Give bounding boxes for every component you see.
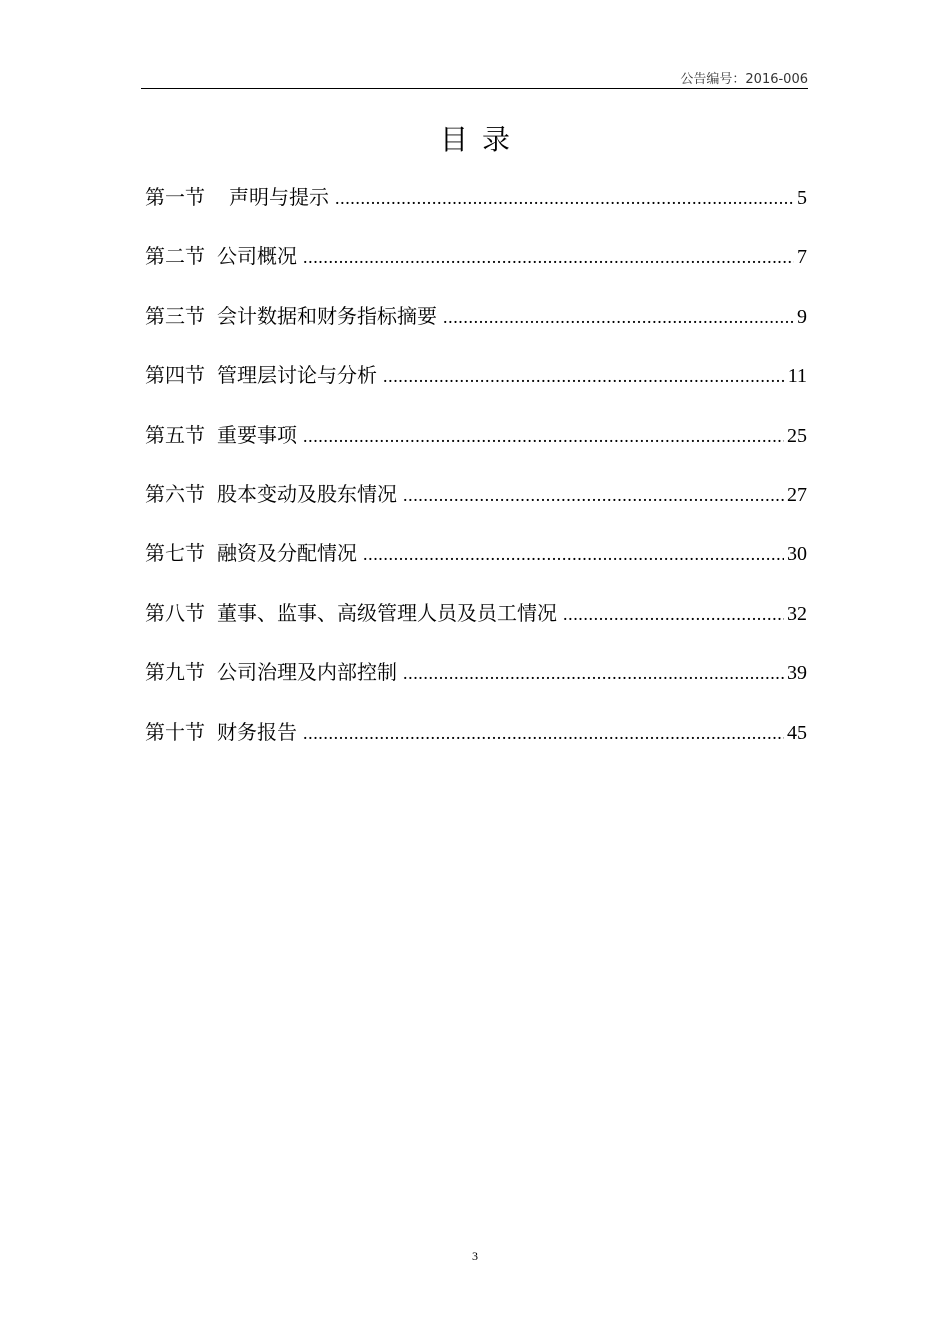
dot-leader xyxy=(335,188,794,209)
toc-item-7[interactable] xyxy=(145,537,807,596)
toc-page-number: 32 xyxy=(787,602,807,625)
toc-page-number: 7 xyxy=(797,246,807,269)
toc-item-2[interactable] xyxy=(145,240,807,299)
toc-section-title: 融资及分配情况 xyxy=(217,541,357,566)
dot-leader xyxy=(403,663,784,684)
toc-page-number: 39 xyxy=(787,662,807,685)
toc-item-10[interactable] xyxy=(145,716,807,775)
toc-page-number: 5 xyxy=(797,187,807,209)
toc-item-4[interactable] xyxy=(145,359,807,418)
dot-leader xyxy=(303,426,784,447)
toc-item-1[interactable] xyxy=(145,181,807,240)
dot-leader xyxy=(443,307,794,328)
dot-leader xyxy=(563,604,784,625)
dot-leader xyxy=(303,247,794,268)
announcement-number: 公告编号：2016-006 xyxy=(680,72,808,87)
toc-page-number: 45 xyxy=(787,721,807,744)
toc-section-number: 第一节 xyxy=(145,185,205,209)
toc-page-number: 27 xyxy=(787,483,807,506)
page-title: 目录 xyxy=(439,123,524,156)
toc-section-number: 第九节 xyxy=(145,660,205,685)
dot-leader xyxy=(403,485,784,506)
toc-section-number: 第八节 xyxy=(145,600,205,625)
toc-page-number: 9 xyxy=(797,305,807,328)
toc-section-number: 第四节 xyxy=(145,363,205,388)
toc-item-6[interactable] xyxy=(145,478,807,537)
toc-section-title: 会计数据和财务指标摘要 xyxy=(217,303,437,328)
toc-section-number: 第七节 xyxy=(145,541,205,566)
table-of-contents xyxy=(145,181,807,775)
toc-section-number: 第三节 xyxy=(145,303,205,328)
toc-item-3[interactable] xyxy=(145,300,807,359)
toc-page-number: 25 xyxy=(787,424,807,447)
toc-section-title: 财务报告 xyxy=(217,719,297,744)
toc-page-number: 11 xyxy=(787,365,807,388)
toc-section-number: 第五节 xyxy=(145,422,205,447)
toc-section-title: 董事、监事、高级管理人员及员工情况 xyxy=(217,600,557,625)
toc-section-title: 声明与提示 xyxy=(229,185,329,209)
toc-section-title: 公司治理及内部控制 xyxy=(217,660,397,685)
toc-section-number: 第六节 xyxy=(145,481,205,506)
page-number: 3 xyxy=(472,1249,478,1263)
dot-leader xyxy=(383,366,785,387)
toc-section-title: 股本变动及股东情况 xyxy=(217,481,397,506)
toc-section-title: 管理层讨论与分析 xyxy=(217,363,377,388)
toc-section-title: 重要事项 xyxy=(217,422,297,447)
toc-item-9[interactable] xyxy=(145,656,807,715)
dot-leader xyxy=(363,544,784,565)
toc-section-title: 公司概况 xyxy=(217,244,297,269)
toc-item-5[interactable] xyxy=(145,419,807,478)
header-divider xyxy=(141,88,808,89)
dot-leader xyxy=(303,723,784,744)
toc-section-number: 第二节 xyxy=(145,244,205,269)
toc-section-number: 第十节 xyxy=(145,719,205,744)
toc-page-number: 30 xyxy=(787,543,807,566)
toc-item-8[interactable] xyxy=(145,597,807,656)
